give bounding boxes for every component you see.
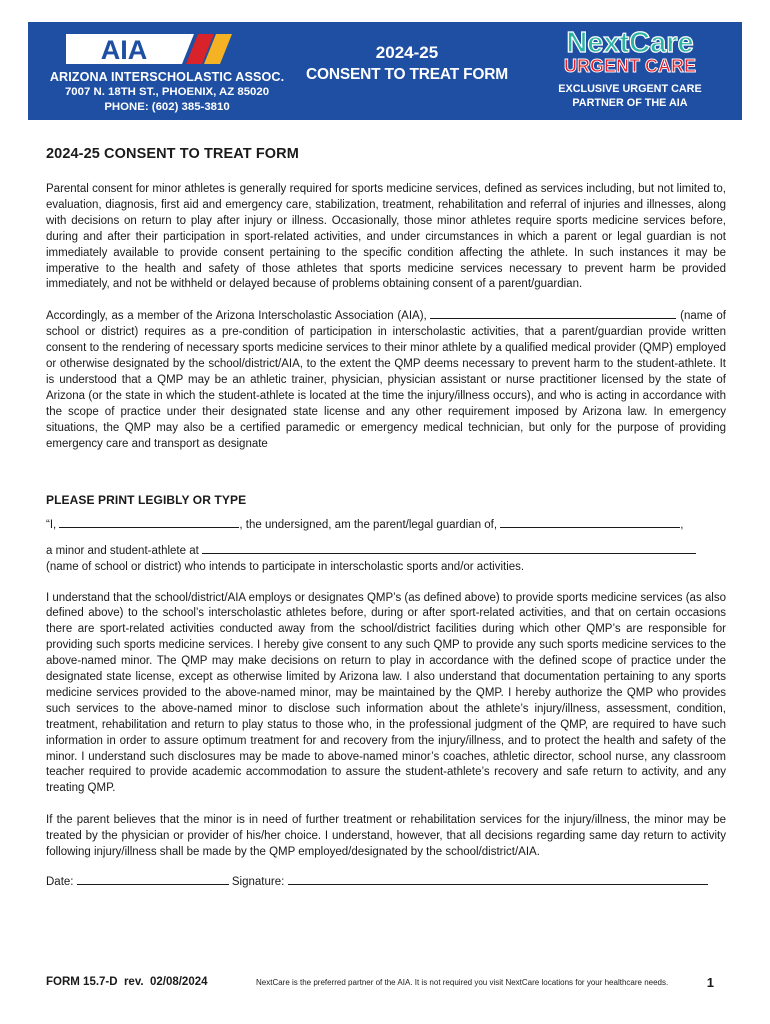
aia-logo-text: AIA [100, 35, 148, 65]
nextcare-logo-top: NextCare [566, 27, 694, 59]
guardian-line [46, 517, 726, 533]
guardian-name-field[interactable] [59, 518, 239, 528]
athlete-school-field[interactable] [202, 544, 696, 554]
nextcare-partner [518, 22, 742, 120]
intro-paragraph: Parental consent for minor athletes is generally required for sports medicine services, defined as services including, but not limited to, evaluation, diagnosis, first aid and emergency care, stabilization, treatment, rehabilitation and referral of injuries and illnesses, along with decisions on return to play after injury or illness. Occasionally, those minor athletes require sports medicine services before, during and after their participation in sport-related activities, and under circumstances in which a parent or legal guardian is not immediately available to provide consent pertaining to the specific condition affecting the athlete. In such instances it may be imperative to the health and safety of those athletes that sports medicine services necessary to prevent harm be provided immediately, and not be withheld or delayed because of problems obtaining consent of a parent/guardian. [46, 183, 726, 291]
document-body [46, 146, 726, 890]
school-name-field[interactable] [430, 309, 676, 319]
signature-line [46, 874, 726, 890]
guardian-mid: , the undersigned, am the parent/legal guardian of, [239, 518, 501, 531]
signature-label: Signature: [228, 876, 288, 888]
org-phone: PHONE: (602) 385-3810 [104, 101, 230, 113]
membership-paragraph [46, 309, 726, 452]
footer [46, 976, 726, 992]
minor-line [46, 543, 726, 559]
org-address: 7007 N. 18TH ST., PHOENIX, AZ 85020 [64, 86, 270, 98]
membership-rest: (name of school or district) requires as a pre-condition of participation in interscholastic activities, that a parent/guardian provide written consent to the rendering of necessary sports medicine services to their minor athlete by a qualified medical provider (QMP) employed or otherwise designated by the school/district/AIA, to the extent the QMP deems necessary to prevent harm to the student-athlete. It is understood that a QMP may be an athletic trainer, physician, physician assistant or nurse practitioner licensed by the state of Arizona (or the state in which the student-athlete is located at the time the injury/illness occurs), and who is acting in accordance with the scope of practice under their designated state license and any other requirement imposed by Arizona law. In emergency situations, the QMP may also be a certified paramedic or emergency medical technician, but only for the purpose of providing emergency care and transport as designate [46, 310, 726, 450]
banner-form-title: CONSENT TO TREAT FORM [306, 66, 508, 83]
nextcare-tagline-1: EXCLUSIVE URGENT CARE [558, 83, 702, 95]
signature-field[interactable] [288, 875, 708, 885]
banner-year: 2024-25 [375, 43, 439, 62]
date-field[interactable] [77, 875, 229, 885]
nextcare-tagline [518, 82, 742, 110]
form-number: FORM 15.7-D rev. 02/08/2024 [46, 976, 208, 988]
guardian-open: “I, [46, 518, 60, 531]
minor-label: a minor and student-athlete at [46, 544, 202, 557]
document-title: 2024-25 CONSENT TO TREAT FORM [46, 146, 299, 162]
banner-title [296, 42, 518, 86]
footer-note: NextCare is the preferred partner of the AIA. It is not required you visit NextCare locations for your healthcare needs. [256, 978, 669, 987]
school-line: (name of school or district) who intends to participate in interscholastic sports and/or activities. [46, 560, 525, 573]
print-heading: PLEASE PRINT LEGIBLY OR TYPE [46, 492, 247, 507]
membership-lead: Accordingly, as a member of the Arizona Interscholastic Association (AIA), [46, 310, 431, 323]
nextcare-logo [524, 24, 736, 80]
nextcare-logo-bottom: URGENT CARE [563, 56, 697, 76]
aia-org-info [34, 70, 300, 115]
org-name: ARIZONA INTERSCHOLASTIC ASSOC. [49, 70, 285, 84]
understanding-paragraph: I understand that the school/district/AIA employs or designates QMP’s (as defined above) to provide sports medicine services (as also defined above) to the school’s interscholastic athletes before, during or after sport-related activities, and that on certain occasions there are sport-related activities conducted away from the school/district facilities during which other QMP’s are responsible for providing such sports medicine services. I hereby give consent to any such QMP to provide any such sports medicine services to the above-named minor. The QMP may make decisions on return to play in accordance with the defined scope of practice under the designated state license, except as otherwise limited by Arizona law. I also understand that documentation pertaining to any sports medicine services provided to the above-named minor, may be maintained by the QMP. I hereby authorize the QMP who provides such services to the above-named minor to disclose such information about the athlete’s injury/illness, assessment, condition, treatment, rehabilitation and return to play status to those who, in the professional judgment of the QMP, are required to have such information in order to assure optimum treatment for and recovery from the injury/illness, and to protect the health and safety of the minor. I understand such disclosures may be made to above-named minor’s coaches, athletic director, school nurse, any classroom teacher required to provide academic accommodation to assure the student-athlete’s recovery and safe return to activity, and any treating QMP. [46, 591, 726, 795]
header-banner [28, 22, 742, 120]
date-label: Date: [46, 876, 77, 888]
athlete-name-field[interactable] [500, 518, 680, 528]
page-number: 1 [706, 975, 714, 990]
guardian-close: , [680, 518, 684, 531]
nextcare-tagline-2: PARTNER OF THE AIA [572, 97, 688, 109]
treatment-paragraph: If the parent believes that the minor is in need of further treatment or rehabilitation services for the injury/illness, the minor may be treated by the physician or provider of his/her choice. I understand, however, that all decisions regarding same day return to activity following injury/illness shall be made by the QMP employed/designated by the school/district/AIA. [46, 814, 726, 859]
